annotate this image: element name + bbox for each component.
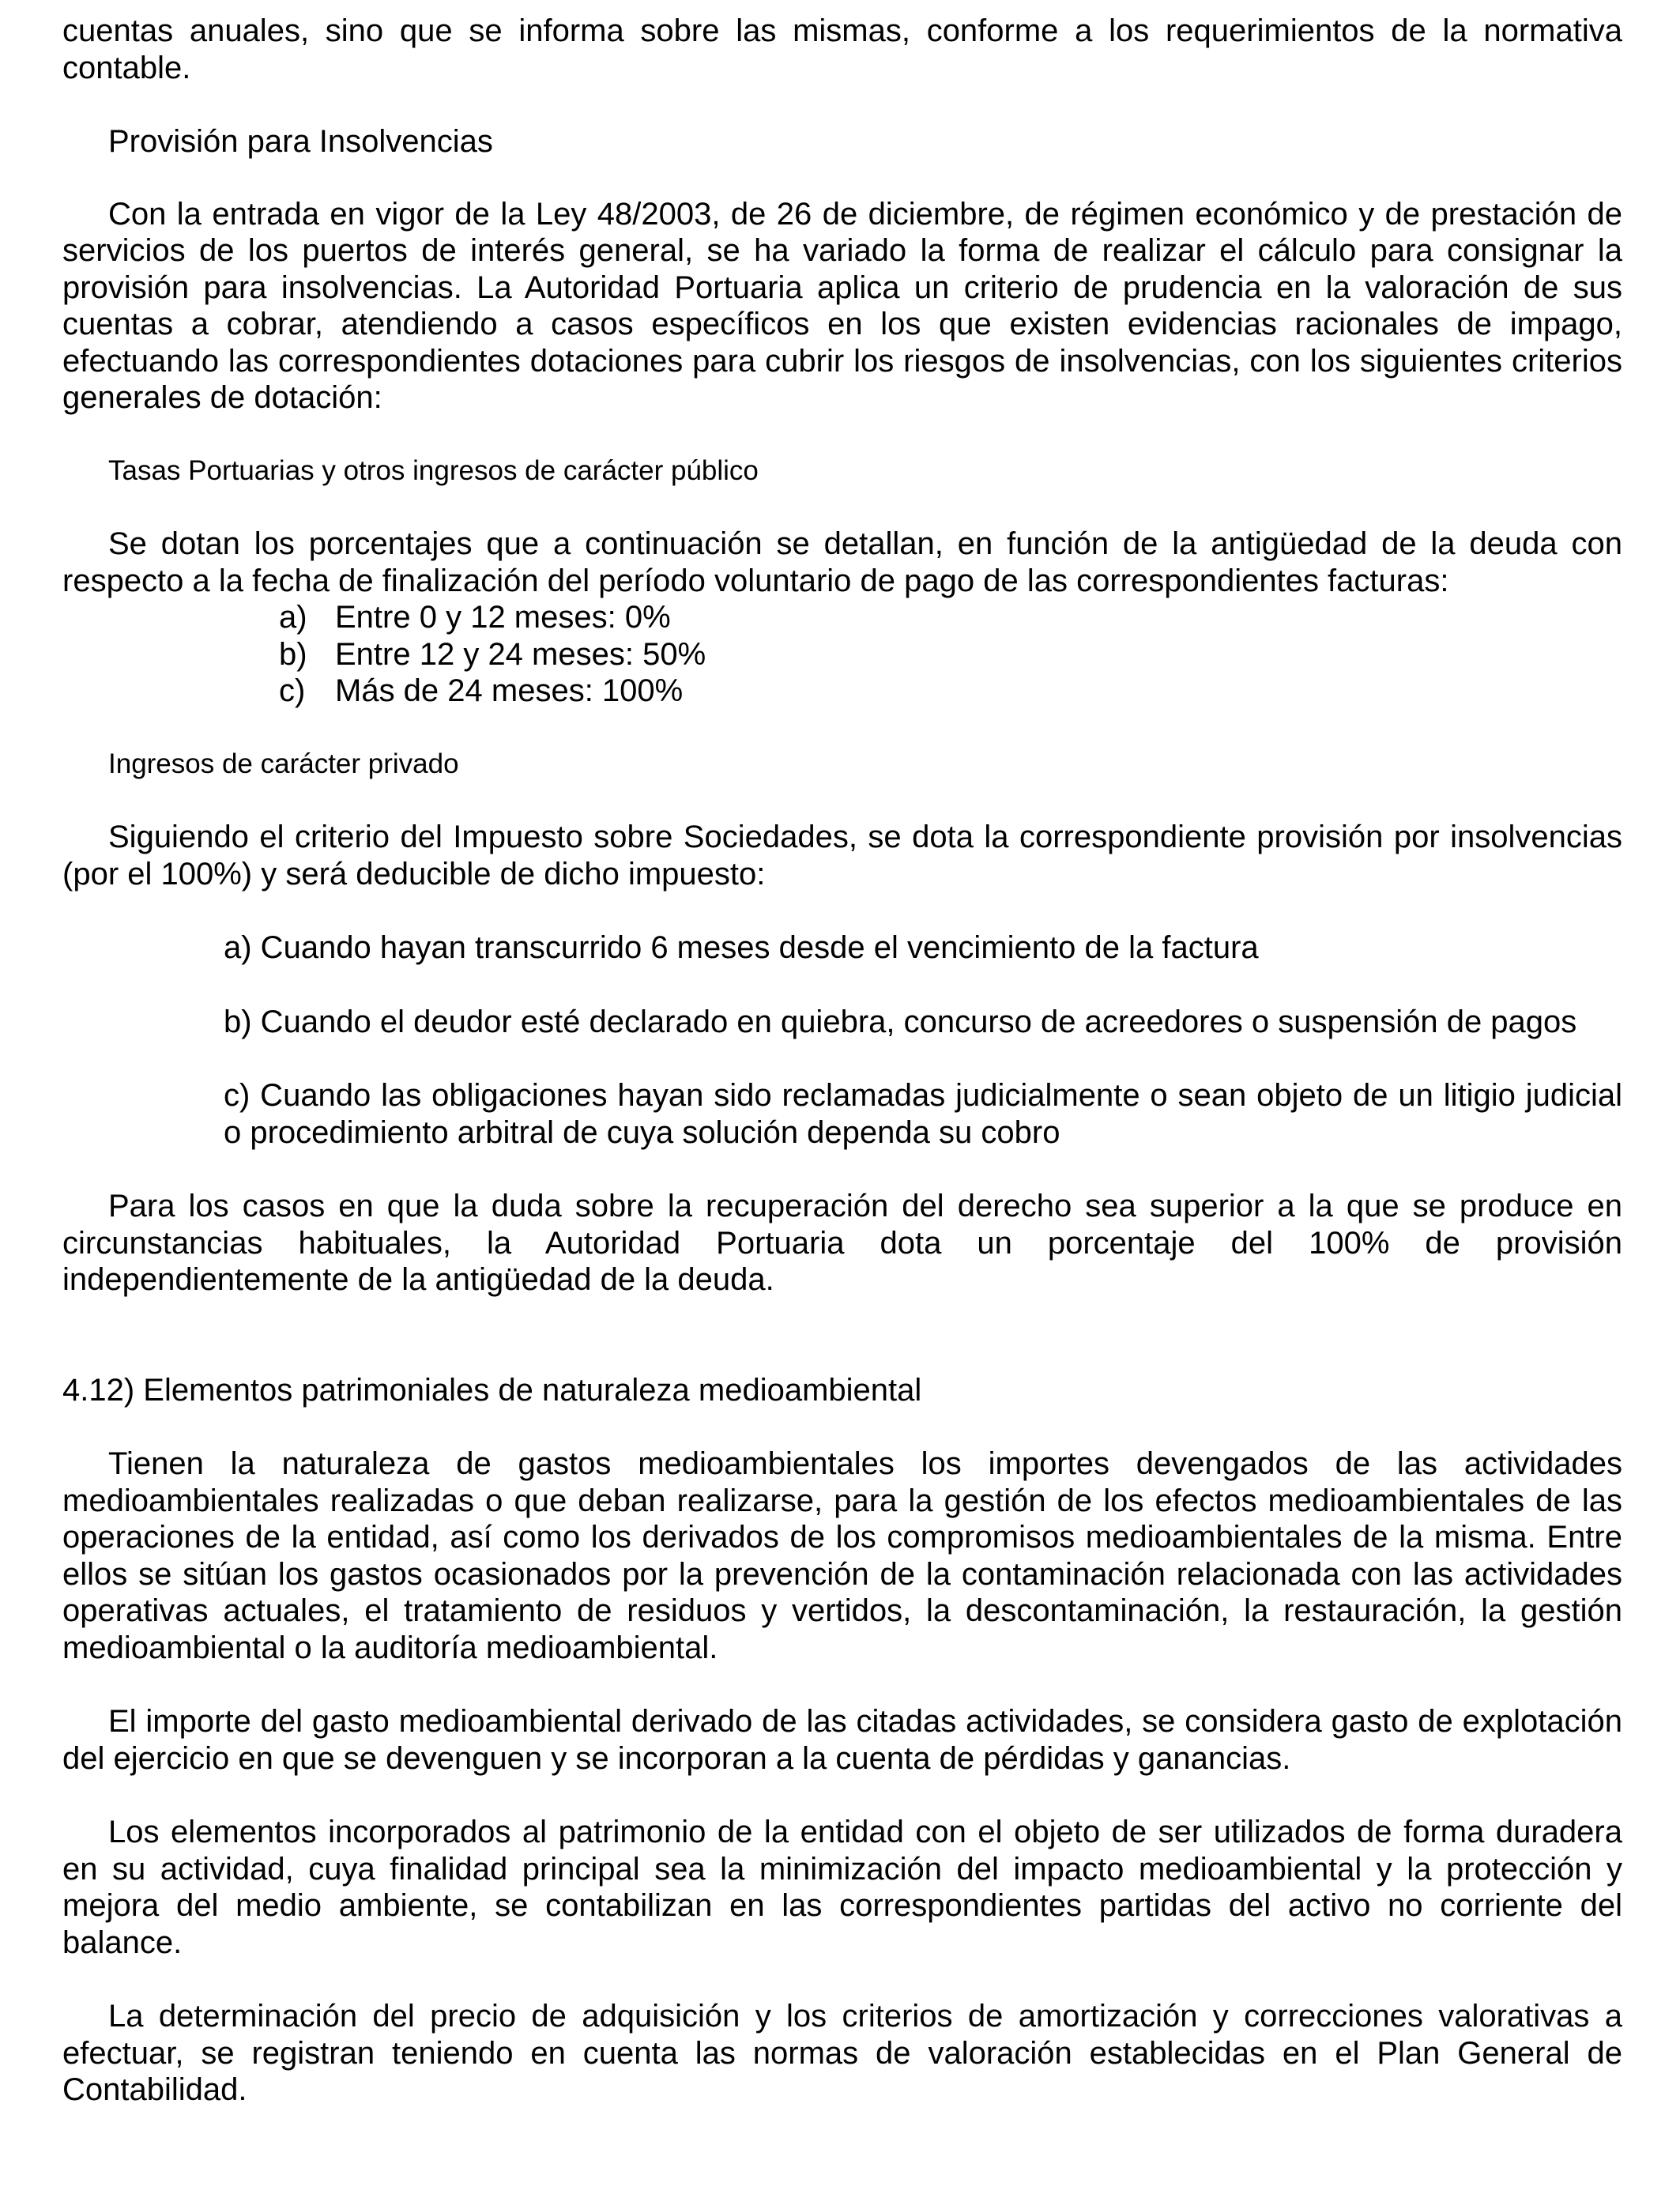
section-paragraph: Tienen la naturaleza de gastos medioambientales los importes devengados de las actividades medioambientales realizadas o que deban realizarse, para la gestión de los efectos medioambientales de las operaciones de la entidad, así como los derivados de los compromisos medioambientales de la misma. Entre ellos se sitúan los gastos ocasionados por la prevención de la contaminación relacionada con las actividades operativas actuales, el tratamiento de residuos y vertidos, la descontaminación, la restauración, la gestión medioambiental o la auditoría medioambiental. — [62, 1446, 1622, 1665]
section-paragraph: La determinación del precio de adquisición y los criterios de amortización y correcciones valorativas a efectuar, se registran teniendo en cuenta las normas de valoración establecidas en el Plan General de Contabilidad. — [62, 1999, 1622, 2107]
private-income-heading: Ingresos de carácter privado — [108, 748, 459, 779]
list-item-text: Entre 0 y 12 meses: 0% — [335, 600, 671, 635]
provision-heading: Provisión para Insolvencias — [108, 124, 493, 159]
private-income-paragraph: Siguiendo el criterio del Impuesto sobre Sociedades, se dota la correspondiente provisión por insolvencias (por el 100%) y será deducible de dicho impuesto: — [62, 820, 1622, 892]
list-marker: b) — [279, 636, 307, 672]
section-paragraph: El importe del gasto medioambiental derivado de las citadas actividades, se considera gasto de explotación del ejercicio en que se devenguen y se incorporan a la cuenta de pérdidas y ganancias. — [62, 1704, 1622, 1776]
intro-tail-paragraph: cuentas anuales, sino que se informa sobre las mismas, conforme a los requerimientos de la normativa contable. — [62, 13, 1622, 85]
public-income-paragraph: Se dotan los porcentajes que a continuación se detallan, en función de la antigüedad de la deuda con respecto a la fecha de finalización del período voluntario de pago de las correspondientes facturas: — [62, 526, 1622, 598]
provision-closing-paragraph: Para los casos en que la duda sobre la recuperación del derecho sea superior a la que se produce en circunstancias habituales, la Autoridad Portuaria dota un porcentaje del 100% de provisión independientemente de la antigüedad de la deuda. — [62, 1189, 1622, 1297]
percentage-list — [62, 599, 1622, 710]
list-item — [279, 673, 1622, 710]
case-item: c) Cuando las obligaciones hayan sido reclamadas judicialmente o sean objeto de un litigio judicial o procedimiento arbitral de cuya solución dependa su cobro — [224, 1078, 1622, 1150]
list-item — [279, 636, 1622, 673]
section-title: 4.12) Elementos patrimoniales de naturaleza medioambiental — [62, 1372, 922, 1408]
list-marker: c) — [279, 673, 306, 708]
list-item — [279, 599, 1622, 636]
provision-paragraph: Con la entrada en vigor de la Ley 48/2003, de 26 de diciembre, de régimen económico y de prestación de servicios de los puertos de interés general, se ha variado la forma de realizar el cálculo para consignar la provisión para insolvencias. La Autoridad Portuaria aplica un criterio de prudencia en la valoración de sus cuentas a cobrar, atendiendo a casos específicos en los que existen evidencias racionales de impago, efectuando las correspondientes dotaciones para cubrir los riesgos de insolvencias, con los siguientes criterios generales de dotación: — [62, 196, 1622, 415]
document-page — [62, 13, 1622, 2109]
case-item: b) Cuando el deudor esté declarado en quiebra, concurso de acreedores o suspensión de pagos — [224, 1004, 1577, 1039]
section-paragraph: Los elementos incorporados al patrimonio de la entidad con el objeto de ser utilizados de forma duradera en su actividad, cuya finalidad principal sea la minimización del impacto medioambiental y la protección y mejora del medio ambiente, se contabilizan en las correspondientes partidas del activo no corriente del balance. — [62, 1815, 1622, 1960]
list-marker: a) — [279, 600, 307, 635]
public-income-heading: Tasas Portuarias y otros ingresos de carácter público — [108, 454, 759, 486]
list-item-text: Más de 24 meses: 100% — [335, 673, 684, 708]
list-item-text: Entre 12 y 24 meses: 50% — [335, 636, 706, 672]
case-item: a) Cuando hayan transcurrido 6 meses desde el vencimiento de la factura — [224, 930, 1259, 965]
